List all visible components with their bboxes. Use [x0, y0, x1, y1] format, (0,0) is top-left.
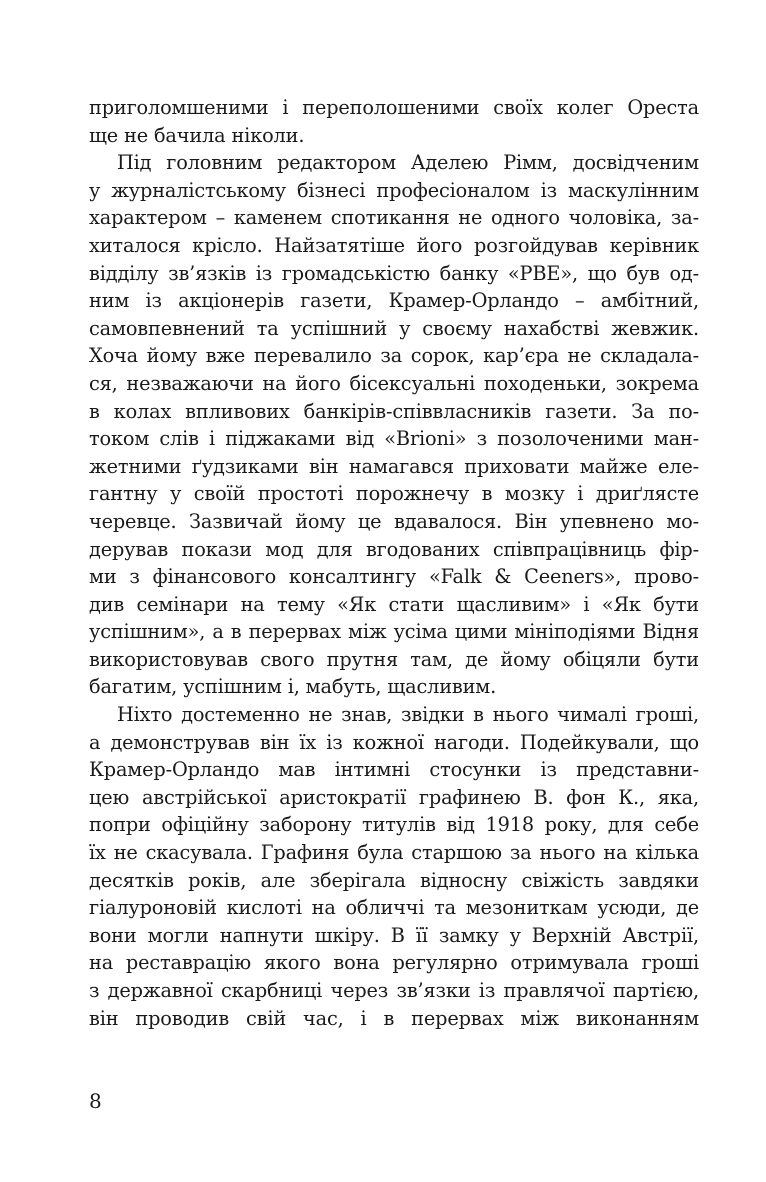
text-line: дерував покази мод для вгодованих співпрацівниць фір-: [89, 537, 699, 561]
text-line: він проводив свій час, і в перервах між виконанням: [89, 1006, 699, 1030]
text-line: успішним», а в перервах між усіма цими мініподіями Відня: [89, 620, 699, 644]
text-line: характером – каменем спотикання не одного чоловіка, за-: [89, 206, 699, 230]
text-line: ще не бачила ніколи.: [89, 123, 305, 147]
text-line: током слів і піджаками від «Brioni» з позолоченими ман-: [89, 427, 699, 451]
text-line: гіалуроновій кислоті на обличчі та мезониткам усюди, де: [89, 896, 699, 920]
text-line: Хоча йому вже перевалило за сорок, кар’єра не складала-: [89, 344, 699, 368]
text-line: Ніхто достеменно не знав, звідки в нього чималі гроші,: [117, 703, 699, 727]
text-line: багатим, успішним і, мабуть, щасливим.: [89, 675, 497, 699]
text-line: Під головним редактором Аделею Рімм, досвідченим: [117, 151, 699, 175]
text-line: ми з фінансового консалтингу «Falk & Ceeners», прово-: [89, 565, 699, 589]
text-line: використовував свого прутня там, де йому обіцяли бути: [89, 647, 699, 671]
text-line: їх не скасувала. Графиня була старшою за нього на кілька: [89, 841, 699, 865]
text-line: в колах впливових банкірів-співвласників газети. За по-: [89, 399, 699, 423]
text-line: приголомшеними і переполошеними своїх колег Ореста: [89, 96, 699, 119]
page-number: 8: [89, 1089, 102, 1113]
text-line: хиталося крісло. Найзатятіше його розгойдував керівник: [89, 233, 699, 257]
text-line: гантну у своїй простоті порожнечу в мозку і дриґлясте: [89, 482, 699, 506]
text-line: ним із акціонерів газети, Крамер-Орландо – амбітний,: [89, 289, 699, 313]
text-line: на реставрацію якого вона регулярно отримувала гроші: [89, 951, 699, 975]
text-line: у журналістському бізнесі професіоналом із маскулінним: [89, 178, 699, 202]
text-line: попри офіційну заборону титулів від 1918 року, для себе: [89, 813, 699, 837]
text-line: ся, незважаючи на його бісексуальні походеньки, зокрема: [89, 371, 699, 395]
text-line: жетними ґудзиками він намагався приховати майже еле-: [89, 454, 699, 478]
text-line: Крамер-Орландо мав інтимні стосунки із представни-: [89, 758, 699, 782]
text-line: див семінари на тему «Як стати щасливим» і «Як бути: [89, 592, 699, 616]
text-line: десятків років, але зберігала відносну свіжість завдяки: [89, 868, 699, 892]
text-line: з державної скарбниці через зв’язки із правлячої партією,: [89, 979, 699, 1002]
text-line: відділу зв’язків із громадськістю банку «РВЕ», що був од-: [89, 261, 699, 285]
text-line: вони могли напнути шкіру. В її замку у Верхній Австрії,: [89, 923, 699, 947]
text-line: черевце. Зазвичай йому це вдавалося. Він упевнено мо-: [89, 509, 699, 533]
text-line: а демонстрував він їх із кожної нагоди. Подейкували, що: [89, 730, 699, 754]
body-text: [89, 94, 699, 1032]
text-line: самовпевнений та успішний у своєму нахабстві жевжик.: [89, 316, 699, 340]
text-line: цею австрійської аристократії графинею В. фон К., яка,: [89, 785, 699, 809]
